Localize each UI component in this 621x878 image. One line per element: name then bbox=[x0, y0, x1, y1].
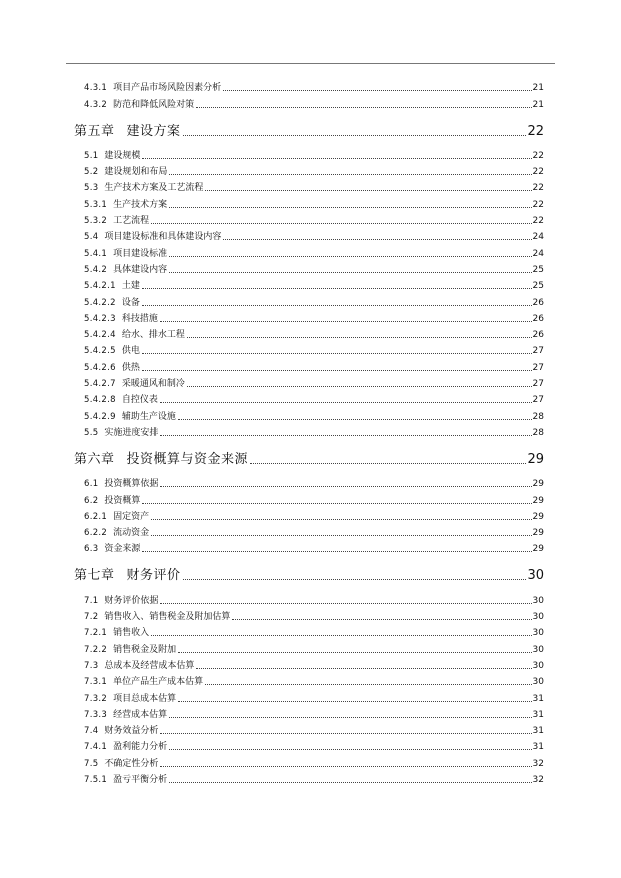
toc-entry[interactable] bbox=[74, 325, 544, 341]
toc-page-number: 30 bbox=[532, 660, 544, 671]
toc-page-number: 22 bbox=[532, 167, 544, 178]
toc-leader-dots bbox=[232, 619, 531, 620]
toc-entry[interactable] bbox=[74, 539, 544, 555]
toc-entry-number: 7.2 bbox=[84, 612, 99, 623]
toc-entry-title: 建设方案 bbox=[126, 123, 181, 139]
toc-entry-number: 5.3.2 bbox=[84, 216, 108, 227]
toc-page-number: 22 bbox=[527, 123, 544, 139]
toc-page-number: 27 bbox=[532, 379, 544, 390]
toc-entry-title: 具体建设内容 bbox=[113, 264, 168, 275]
toc-leader-dots bbox=[151, 519, 531, 520]
toc-leader-dots bbox=[205, 684, 531, 685]
toc-entry-title: 不确定性分析 bbox=[104, 758, 159, 769]
toc-entry-title: 财务评价依据 bbox=[104, 595, 159, 606]
toc-entry[interactable] bbox=[74, 507, 544, 523]
toc-entry-title: 建设规划和布局 bbox=[104, 167, 168, 178]
toc-entry-number: 5.4.2.9 bbox=[84, 411, 116, 422]
toc-entry-number: 5.4.2.5 bbox=[84, 346, 116, 357]
toc-entry-title: 项目总成本估算 bbox=[113, 693, 177, 704]
toc-entry[interactable] bbox=[74, 341, 544, 357]
toc-entry-title: 辅助生产设施 bbox=[121, 411, 176, 422]
toc-entry-title: 供电 bbox=[121, 346, 140, 357]
toc-entry-number: 5.4.2.4 bbox=[84, 330, 116, 341]
toc-leader-dots bbox=[169, 272, 531, 273]
toc-entry-title: 总成本及经营成本估算 bbox=[104, 660, 195, 671]
toc-entry-title: 建设规模 bbox=[104, 150, 141, 161]
toc-leader-dots bbox=[160, 402, 532, 403]
toc-entry-number: 7.1 bbox=[84, 595, 99, 606]
toc-entry-number: 第七章 bbox=[74, 568, 115, 584]
toc-entry[interactable] bbox=[74, 688, 544, 704]
toc-leader-dots bbox=[223, 239, 531, 240]
toc-leader-dots bbox=[151, 635, 531, 636]
toc-entry-number: 7.4 bbox=[84, 726, 99, 737]
toc-entry-title: 固定资产 bbox=[113, 511, 150, 522]
toc-page-number: 27 bbox=[532, 395, 544, 406]
toc-entry-number: 5.4.2.1 bbox=[84, 281, 116, 292]
toc-leader-dots bbox=[169, 717, 531, 718]
toc-entry-number: 5.4 bbox=[84, 232, 99, 243]
toc-page-number: 32 bbox=[532, 758, 544, 769]
toc-entry-number: 4.3.2 bbox=[84, 99, 108, 110]
toc-entry-title: 投资概算 bbox=[104, 495, 141, 506]
toc-entry[interactable] bbox=[74, 406, 544, 422]
toc-entry[interactable] bbox=[74, 178, 544, 194]
toc-leader-dots bbox=[196, 107, 531, 108]
toc-entry[interactable] bbox=[74, 770, 544, 786]
toc-leader-dots bbox=[169, 174, 531, 175]
toc-page-number: 27 bbox=[532, 346, 544, 357]
toc-page-number: 31 bbox=[532, 742, 544, 753]
toc-entry[interactable] bbox=[74, 390, 544, 406]
toc-chapter-entry[interactable] bbox=[74, 439, 544, 474]
toc-leader-dots bbox=[178, 701, 531, 702]
toc-entry[interactable] bbox=[74, 227, 544, 243]
toc-leader-dots bbox=[196, 668, 531, 669]
toc-page-number: 26 bbox=[532, 330, 544, 341]
toc-leader-dots bbox=[142, 158, 531, 159]
toc-entry-number: 5.4.2.3 bbox=[84, 313, 116, 324]
toc-entry[interactable] bbox=[74, 243, 544, 259]
toc-page-number: 21 bbox=[532, 83, 544, 94]
toc-entry-number: 5.5 bbox=[84, 427, 99, 438]
toc-entry[interactable] bbox=[74, 94, 544, 110]
toc-entry-title: 投资概算依据 bbox=[104, 479, 159, 490]
toc-entry-title: 实施进度安排 bbox=[104, 427, 159, 438]
toc-page-number: 21 bbox=[532, 99, 544, 110]
toc-page-number: 22 bbox=[532, 150, 544, 161]
toc-leader-dots bbox=[142, 370, 532, 371]
toc-entry-title: 科技措施 bbox=[121, 313, 158, 324]
toc-leader-dots bbox=[160, 603, 531, 604]
toc-leader-dots bbox=[160, 766, 531, 767]
toc-leader-dots bbox=[183, 579, 527, 580]
toc-entry-number: 5.2 bbox=[84, 167, 99, 178]
toc-leader-dots bbox=[160, 486, 531, 487]
toc-entry[interactable] bbox=[74, 753, 544, 769]
toc-entry[interactable] bbox=[74, 490, 544, 506]
toc-entry-title: 自控仪表 bbox=[121, 395, 158, 406]
toc-leader-dots bbox=[187, 386, 532, 387]
toc-page-number: 31 bbox=[532, 726, 544, 737]
toc-page-number: 28 bbox=[532, 411, 544, 422]
toc-entry[interactable] bbox=[74, 721, 544, 737]
toc-leader-dots bbox=[142, 353, 532, 354]
toc-leader-dots bbox=[169, 749, 531, 750]
toc-leader-dots bbox=[160, 733, 531, 734]
toc-page-number: 29 bbox=[532, 544, 544, 555]
toc-page-number: 24 bbox=[532, 248, 544, 259]
toc-page-number: 30 bbox=[532, 644, 544, 655]
toc-chapter-entry[interactable] bbox=[74, 555, 544, 590]
toc-page-number: 29 bbox=[532, 528, 544, 539]
header-rule bbox=[66, 63, 555, 64]
toc-entry[interactable] bbox=[74, 590, 544, 606]
toc-entry-number: 6.2 bbox=[84, 495, 99, 506]
toc-entry-number: 7.3.2 bbox=[84, 693, 108, 704]
toc-page-number: 31 bbox=[532, 709, 544, 720]
toc-entry-title: 项目建设标准 bbox=[113, 248, 168, 259]
toc-leader-dots bbox=[169, 207, 531, 208]
toc-leader-dots bbox=[160, 435, 531, 436]
toc-entry-title: 土建 bbox=[121, 281, 140, 292]
toc-entry-number: 6.2.1 bbox=[84, 511, 108, 522]
toc-entry-number: 5.4.2 bbox=[84, 264, 108, 275]
toc-page-number: 30 bbox=[532, 628, 544, 639]
toc-leader-dots bbox=[187, 337, 532, 338]
toc-entry[interactable] bbox=[74, 309, 544, 325]
toc-entry[interactable] bbox=[74, 146, 544, 162]
toc-entry-number: 6.2.2 bbox=[84, 528, 108, 539]
toc-entry-number: 5.4.2.6 bbox=[84, 362, 116, 373]
toc-entry-title: 盈利能力分析 bbox=[113, 742, 168, 753]
toc-entry-number: 5.3.1 bbox=[84, 199, 108, 210]
toc-entry[interactable] bbox=[74, 260, 544, 276]
toc-entry-title: 经营成本估算 bbox=[113, 709, 168, 720]
toc-leader-dots bbox=[178, 652, 531, 653]
toc-leader-dots bbox=[142, 551, 531, 552]
toc-entry-number: 6.3 bbox=[84, 544, 99, 555]
toc-entry-number: 5.4.2.8 bbox=[84, 395, 116, 406]
toc-page-number: 27 bbox=[532, 362, 544, 373]
toc-leader-dots bbox=[151, 223, 531, 224]
toc-entry-number: 7.3.1 bbox=[84, 677, 108, 688]
toc-page-number: 22 bbox=[532, 199, 544, 210]
toc-entry-title: 财务效益分析 bbox=[104, 726, 159, 737]
toc-entry-title: 资金来源 bbox=[104, 544, 141, 555]
table-of-contents bbox=[74, 78, 544, 786]
toc-entry[interactable] bbox=[74, 292, 544, 308]
toc-entry-title: 盈亏平衡分析 bbox=[113, 774, 168, 785]
toc-entry[interactable] bbox=[74, 78, 544, 94]
toc-entry[interactable] bbox=[74, 374, 544, 390]
toc-leader-dots bbox=[223, 90, 531, 91]
toc-entry-title: 生产技术方案及工艺流程 bbox=[104, 183, 204, 194]
toc-entry[interactable] bbox=[74, 194, 544, 210]
toc-leader-dots bbox=[142, 503, 531, 504]
toc-entry[interactable] bbox=[74, 737, 544, 753]
toc-entry-title: 供热 bbox=[121, 362, 140, 373]
toc-leader-dots bbox=[160, 321, 532, 322]
toc-entry-number: 6.1 bbox=[84, 479, 99, 490]
toc-leader-dots bbox=[142, 288, 532, 289]
toc-entry[interactable] bbox=[74, 705, 544, 721]
toc-page-number: 30 bbox=[527, 568, 544, 584]
toc-leader-dots bbox=[142, 305, 532, 306]
toc-entry-number: 7.3.3 bbox=[84, 709, 108, 720]
toc-page-number: 29 bbox=[532, 511, 544, 522]
toc-entry-title: 防范和降低风险对策 bbox=[113, 99, 195, 110]
toc-entry[interactable] bbox=[74, 523, 544, 539]
toc-page-number: 31 bbox=[532, 693, 544, 704]
toc-leader-dots bbox=[169, 782, 531, 783]
toc-entry-title: 流动资金 bbox=[113, 528, 150, 539]
toc-page-number: 25 bbox=[532, 281, 544, 292]
toc-entry-number: 5.4.2.2 bbox=[84, 297, 116, 308]
toc-page-number: 22 bbox=[532, 183, 544, 194]
toc-page-number: 25 bbox=[532, 264, 544, 275]
toc-leader-dots bbox=[183, 135, 527, 136]
toc-entry-title: 销售收入、销售税金及附加估算 bbox=[104, 612, 231, 623]
toc-entry[interactable] bbox=[74, 607, 544, 623]
toc-entry[interactable] bbox=[74, 423, 544, 439]
toc-entry[interactable] bbox=[74, 357, 544, 373]
toc-entry-title: 生产技术方案 bbox=[113, 199, 168, 210]
toc-entry[interactable] bbox=[74, 656, 544, 672]
toc-page-number: 29 bbox=[527, 451, 544, 467]
toc-entry-title: 销售收入 bbox=[113, 628, 150, 639]
toc-entry-number: 5.1 bbox=[84, 150, 99, 161]
toc-leader-dots bbox=[151, 535, 531, 536]
toc-page-number: 29 bbox=[532, 495, 544, 506]
toc-entry-title: 财务评价 bbox=[126, 568, 181, 584]
toc-entry-title: 采暖通风和制冷 bbox=[121, 379, 185, 390]
toc-page-number: 30 bbox=[532, 612, 544, 623]
toc-page-number: 28 bbox=[532, 427, 544, 438]
toc-entry-number: 4.3.1 bbox=[84, 83, 108, 94]
toc-entry-title: 单位产品生产成本估算 bbox=[113, 677, 204, 688]
toc-entry[interactable] bbox=[74, 474, 544, 490]
toc-entry-number: 5.4.2.7 bbox=[84, 379, 116, 390]
toc-entry[interactable] bbox=[74, 672, 544, 688]
toc-page-number: 29 bbox=[532, 479, 544, 490]
toc-entry[interactable] bbox=[74, 639, 544, 655]
toc-chapter-entry[interactable] bbox=[74, 111, 544, 146]
toc-page-number: 26 bbox=[532, 297, 544, 308]
toc-entry-number: 7.5.1 bbox=[84, 774, 108, 785]
toc-entry-title: 销售税金及附加 bbox=[113, 644, 177, 655]
toc-page-number: 30 bbox=[532, 677, 544, 688]
toc-entry-number: 5.3 bbox=[84, 183, 99, 194]
toc-page-number: 32 bbox=[532, 774, 544, 785]
toc-entry-number: 7.3 bbox=[84, 660, 99, 671]
toc-entry-title: 设备 bbox=[121, 297, 140, 308]
toc-entry-title: 工艺流程 bbox=[113, 216, 150, 227]
toc-leader-dots bbox=[205, 190, 531, 191]
toc-entry-title: 项目建设标准和具体建设内容 bbox=[104, 232, 222, 243]
toc-entry[interactable] bbox=[74, 211, 544, 227]
toc-entry-number: 5.4.1 bbox=[84, 248, 108, 259]
toc-entry-number: 第六章 bbox=[74, 451, 115, 467]
toc-leader-dots bbox=[169, 256, 531, 257]
toc-entry[interactable] bbox=[74, 623, 544, 639]
toc-entry[interactable] bbox=[74, 276, 544, 292]
toc-page-number: 30 bbox=[532, 595, 544, 606]
toc-entry-number: 7.2.2 bbox=[84, 644, 108, 655]
toc-entry-title: 项目产品市场风险因素分析 bbox=[113, 83, 222, 94]
toc-leader-dots bbox=[178, 419, 532, 420]
toc-entry-number: 7.4.1 bbox=[84, 742, 108, 753]
toc-page-number: 24 bbox=[532, 232, 544, 243]
toc-entry-title: 给水、排水工程 bbox=[121, 330, 185, 341]
toc-leader-dots bbox=[250, 463, 526, 464]
toc-page-number: 26 bbox=[532, 313, 544, 324]
toc-entry-number: 7.5 bbox=[84, 758, 99, 769]
toc-entry-title: 投资概算与资金来源 bbox=[126, 451, 249, 467]
toc-entry[interactable] bbox=[74, 162, 544, 178]
toc-page-number: 22 bbox=[532, 216, 544, 227]
toc-entry-number: 第五章 bbox=[74, 123, 115, 139]
toc-entry-number: 7.2.1 bbox=[84, 628, 108, 639]
